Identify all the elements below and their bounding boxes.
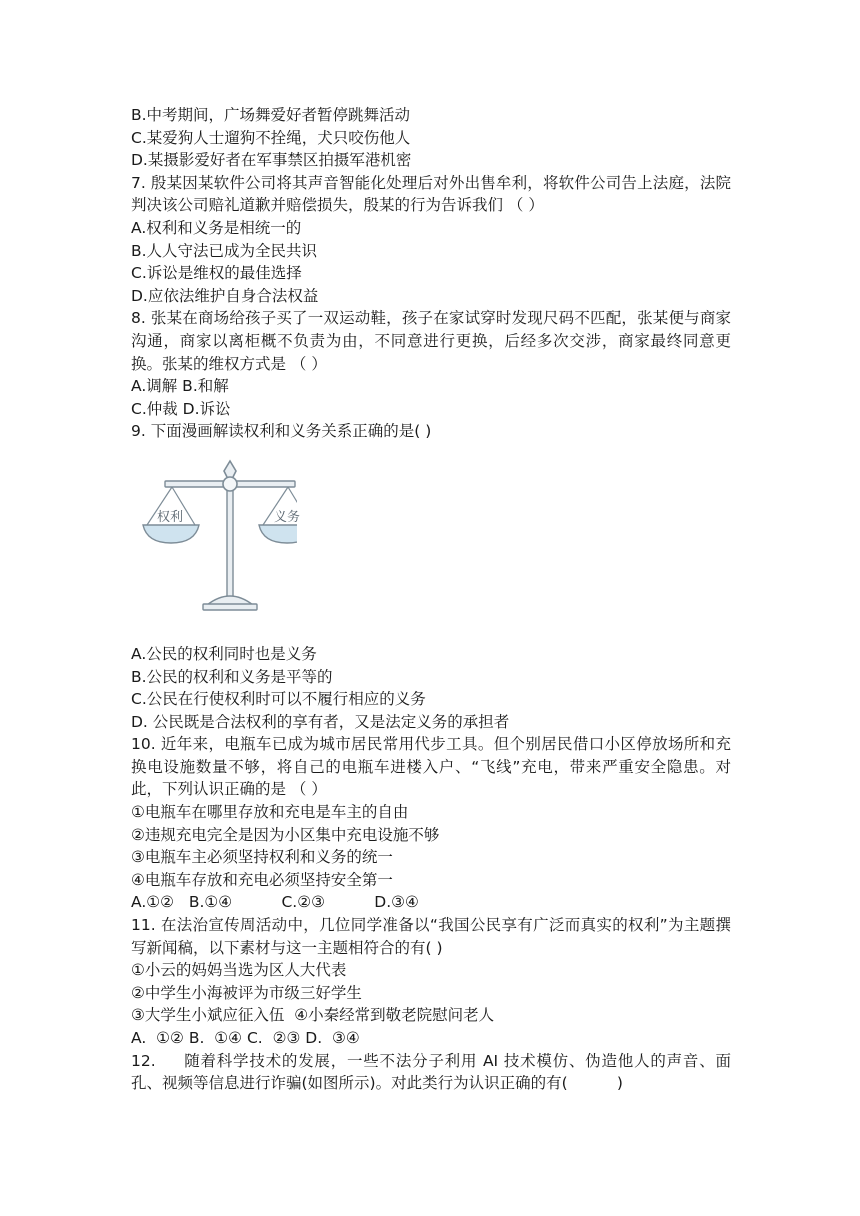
question-9-stem: 9. 下面漫画解读权利和义务关系正确的是( )	[131, 422, 432, 441]
balance-scale-icon	[137, 447, 297, 617]
question-10-item: ③电瓶车主必须坚持权利和义务的统一	[131, 848, 393, 867]
question-7-option: C.诉讼是维权的最佳选择	[131, 264, 302, 283]
question-11-item: ③大学生小斌应征入伍 ④小秦经常到敬老院慰问老人	[131, 1006, 495, 1025]
question-9-option: B.公民的权利和义务是平等的	[131, 667, 333, 686]
scale-left-label: 权利	[157, 509, 184, 525]
balance-scale-cartoon	[131, 443, 731, 643]
question-11-item: ②中学生小海被评为市级三好学生	[131, 983, 362, 1002]
question-10-stem: 10. 近年来，电瓶车已成为城市居民常用代步工具。但个别居民借口小区停放场所和充换电设施数量不够，将自己的电瓶车进楼入户、“飞线”充电，带来严重安全隐患。对此，下列认识正确的是 （ ）	[131, 735, 731, 799]
question-9-option: D. 公民既是合法权利的享有者，又是法定义务的承担者	[131, 712, 510, 731]
question-11-answers: A. ①② B. ①④ C. ②③ D. ③④	[131, 1029, 360, 1047]
question-10-item: ④电瓶车存放和充电必须坚持安全第一	[131, 870, 393, 889]
question-10-item: ①电瓶车在哪里存放和充电是车主的自由	[131, 803, 409, 822]
question-9-option: C.公民在行使权利时可以不履行相应的义务	[131, 690, 426, 709]
question-9-option: A.公民的权利同时也是义务	[131, 644, 317, 663]
question-11-item: ①小云的妈妈当选为区人大代表	[131, 961, 347, 980]
question-8-option: A.调解 B.和解	[131, 377, 229, 396]
option-line: B.中考期间，广场舞爱好者暂停跳舞活动	[131, 106, 411, 124]
question-7-option: A.权利和义务是相统一的	[131, 218, 302, 237]
question-8-option: C.仲裁 D.诉讼	[131, 399, 231, 418]
question-10-answers: A.①② B.①④ C.②③ D.③④	[131, 893, 419, 912]
question-7-option: D.应依法维护自身合法权益	[131, 286, 319, 305]
question-7-stem: 7. 殷某因某软件公司将其声音智能化处理后对外出售牟利，将软件公司告上法庭，法院判决该公司赔礼道歉并赔偿损失，殷某的行为告诉我们 （ ）	[131, 173, 731, 215]
scale-right-label: 义务	[274, 509, 301, 525]
question-11-stem: 11. 在法治宣传周活动中，几位同学准备以“我国公民享有广泛而真实的权利”为主题撰写新闻稿，以下素材与这一主题相符合的有( )	[131, 916, 731, 957]
question-12-stem: 12. 随着科学技术的发展，一些不法分子利用 AI 技术模仿、伪造他人的声音、面孔、视频等信息进行诈骗(如图所示)。对此类行为认识正确的有( )	[131, 1051, 731, 1093]
option-line: C.某爱狗人士遛狗不拴绳，犬只咬伤他人	[131, 128, 411, 147]
question-8-stem: 8. 张某在商场给孩子买了一双运动鞋，孩子在家试穿时发现尺码不匹配，张某便与商家沟通，商家以离柜概不负责为由，不同意进行更换，后经多次交涉，商家最终同意更换。张某的维权方式是 （ ）	[131, 309, 731, 373]
question-7-option: B.人人守法已成为全民共识	[131, 241, 318, 260]
question-10-item: ②违规充电完全是因为小区集中充电设施不够	[131, 825, 440, 844]
option-line: D.某摄影爱好者在军事禁区拍摄军港机密	[131, 151, 412, 170]
question-column	[131, 104, 731, 1095]
